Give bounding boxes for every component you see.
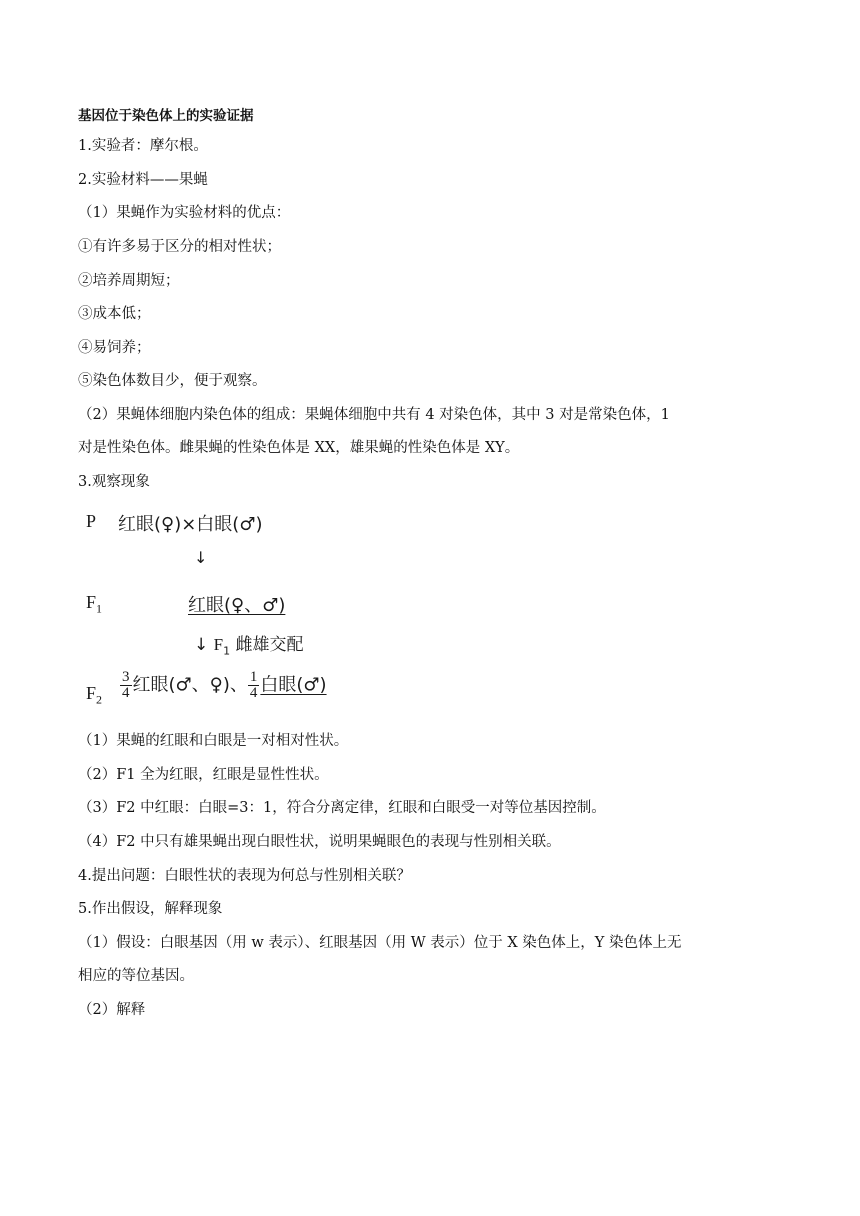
text-line: 1.实验者：摩尔根。	[78, 138, 208, 154]
generation-f2-label: $F_2$	[86, 683, 103, 707]
section-title: 基因位于染色体上的实验证据	[78, 108, 254, 124]
text-line: （1）果蝇作为实验材料的优点：	[78, 205, 291, 221]
f1-mating-note: ↓ $F_1$ 雌雄交配	[194, 635, 304, 658]
f1-result-text: 红眼(♀、♂)	[188, 595, 286, 616]
generation-f1-label: $F_1$	[86, 592, 103, 616]
text-line: 对是性染色体。雌果蝇的性染色体是 XX，雄果蝇的性染色体是 XY。	[78, 440, 520, 456]
fraction-one-quarter: $\frac{1}{4}$	[249, 669, 258, 701]
down-arrow-icon: ↓	[194, 635, 209, 655]
text-line: 4.提出问题：白眼性状的表现为何总与性别相关联？	[78, 868, 411, 884]
text-line: 5.作出假设，解释现象	[78, 901, 223, 917]
text-line: 3.观察现象	[78, 474, 150, 490]
text-line: （3）F2 中红眼：白眼=3：1，符合分离定律，红眼和白眼受一对等位基因控制。	[78, 800, 606, 816]
text-line: ②培养周期短；	[78, 273, 180, 289]
text-line: （2）果蝇体细胞内染色体的组成：果蝇体细胞中共有 4 对染色体，其中 3 对是常染色体，1	[78, 407, 670, 423]
text-line: （4）F2 中只有雄果蝇出现白眼性状，说明果蝇眼色的表现与性别相关联。	[78, 834, 561, 850]
text-line: ⑤染色体数目少，便于观察。	[78, 373, 267, 389]
text-line: 相应的等位基因。	[78, 968, 194, 984]
text-line: ④易饲养；	[78, 340, 151, 356]
text-line: （2）F1 全为红眼，红眼是显性性状。	[78, 767, 329, 783]
text-line: （1）假设：白眼基因（用 w 表示）、红眼基因（用 W 表示）位于 X 染色体上，Y 染色体上无	[78, 935, 682, 951]
generation-p-label: P	[86, 511, 97, 531]
text-line: 2.实验材料——果蝇	[78, 172, 208, 188]
text-line: （2）解释	[78, 1002, 146, 1018]
f2-result-text: $\frac{3}{4}$ 红眼(♂、♀)、 $\frac{1}{4}$ 白眼(♂)	[122, 669, 327, 701]
text-line: ③成本低；	[78, 306, 151, 322]
text-line: （1）果蝇的红眼和白眼是一对相对性状。	[78, 733, 349, 749]
text-line: ①有许多易于区分的相对性状；	[78, 239, 281, 255]
down-arrow-icon: ↓	[194, 548, 208, 567]
fraction-three-quarters: $\frac{3}{4}$	[122, 669, 130, 701]
cross-diagram	[80, 500, 400, 720]
parent-cross-text: 红眼(♀)×白眼(♂)	[118, 514, 263, 535]
